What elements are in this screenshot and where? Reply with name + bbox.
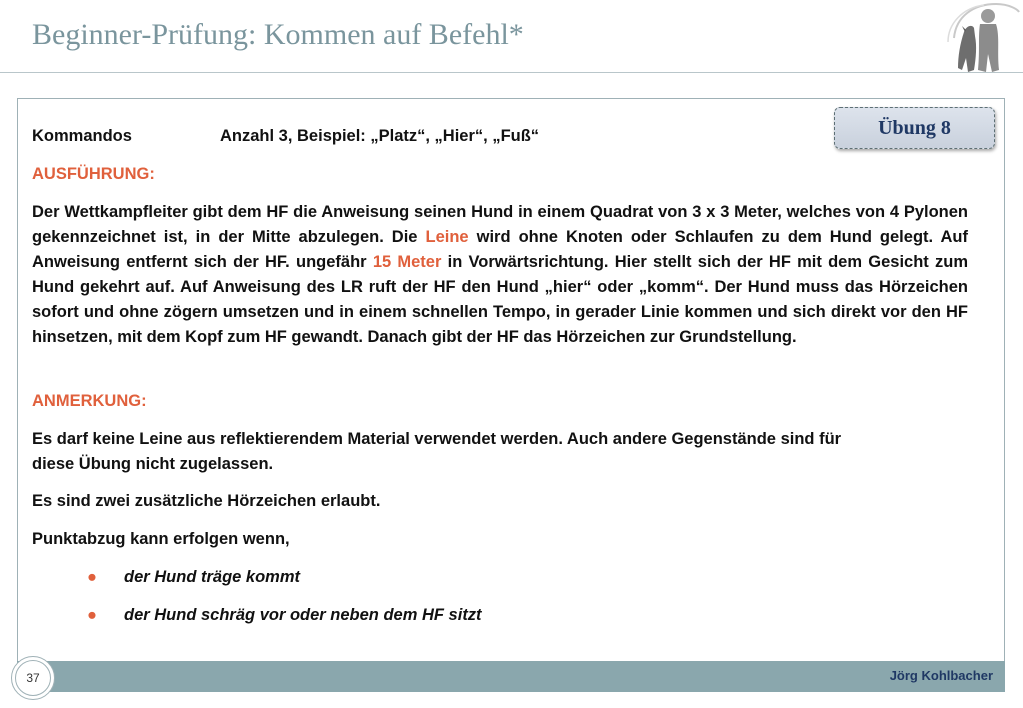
ausfuehrung-text-3: in Vorwärtsrichtung. Hier stellt sich der HF mit dem Gesicht zum Hund gekehrt auf. Auf Anweisung des LR ruft der HF den Hund „hier“ oder „komm“. Der Hund muss das Hörzeichen sofort und ohne zögern umsetzen und in einem schnellen Tempo, in gerader Linie kommen und sich direkt vor den HF hinsetzen, mit dem Kopf zum HF gewandt. Danach gibt der HF das Hörzeichen zur Grundstellung. — [32, 253, 969, 346]
footer-author: Jörg Kohlbacher — [889, 668, 993, 683]
bullet-dot-icon: ● — [87, 568, 97, 586]
ausfuehrung-paragraph — [32, 200, 968, 350]
bullet-item: der Hund träge kommt — [124, 568, 301, 586]
ausfuehrung-heading: AUSFÜHRUNG: — [32, 165, 155, 183]
kommandos-row — [32, 124, 968, 149]
footer-bar — [17, 661, 1005, 692]
bullet-item: der Hund schräg vor oder neben dem HF sitzt — [124, 606, 482, 624]
title-divider — [0, 72, 1023, 73]
anmerkung-line-1: Es darf keine Leine aus reflektierendem Material verwendet werden. Auch andere Gegenstände sind für — [32, 430, 842, 448]
bullet-dot-icon: ● — [87, 606, 97, 624]
kommandos-value: Anzahl 3, Beispiel: „Platz“, „Hier“, „Fuß“ — [220, 127, 540, 145]
anmerkung-line-2: diese Übung nicht zugelassen. — [32, 455, 274, 473]
kommandos-label: Kommandos — [32, 127, 132, 145]
anmerkung-line-3: Es sind zwei zusätzliche Hörzeichen erlaubt. — [32, 492, 381, 510]
anmerkung-heading: ANMERKUNG: — [32, 392, 147, 410]
ausfuehrung-text-1: Der Wettkampfleiter gibt dem HF die Anweisung seinen Hund in einem Quadrat von 3 x 3 Meter, welches von 4 Pylonen gekennzeichnet ist, in der Mitte abzulegen. Die — [32, 203, 968, 246]
page-number: 37 — [15, 660, 51, 696]
page-title: Beginner-Prüfung: Kommen auf Befehl* — [32, 18, 524, 51]
anmerkung-line-4: Punktabzug kann erfolgen wenn, — [32, 530, 290, 548]
highlight-leine: Leine — [425, 228, 469, 246]
dog-and-person-logo-icon — [944, 2, 1020, 76]
exercise-badge: Übung 8 — [834, 107, 995, 149]
ausfuehrung-text-2: wird ohne Knoten oder Schlaufen zu dem Hund gelegt. Auf Anweisung entfernt sich der HF. ungefähr — [32, 228, 968, 271]
highlight-distance: 15 Meter — [372, 253, 442, 271]
